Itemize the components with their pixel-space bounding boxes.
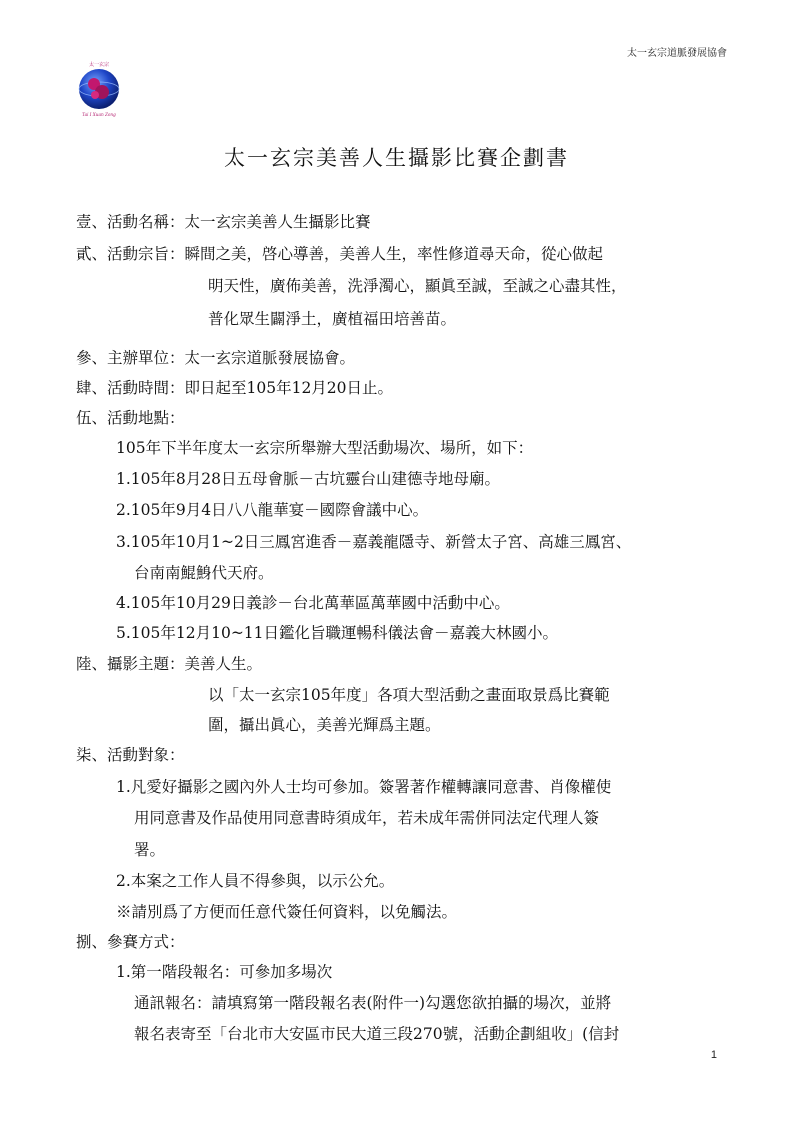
location-item-1: 1.105年8月28日五母會脈－古坑靈台山建德寺地母廟。: [116, 470, 500, 488]
method-item-1-desc: 通訊報名：請填寫第一階段報名表(附件一)勾選您欲拍攝的場次，並將: [134, 994, 612, 1012]
svg-text:太一玄宗: 太一玄宗: [88, 62, 110, 68]
section-3-organizer: 參、主辦單位：太一玄宗道脈發展協會。: [76, 349, 356, 367]
location-item-4: 4.105年10月29日義診－台北萬華區萬華國中活動中心。: [116, 594, 510, 612]
svg-text:Tai I Xuan Zong: Tai I Xuan Zong: [82, 112, 116, 117]
section-1-name: 壹、活動名稱：太一玄宗美善人生攝影比賽: [76, 213, 371, 231]
participants-item-2: 2.本案之工作人員不得參與，以示公允。: [116, 872, 395, 890]
section-7-participants: 柒、活動對象：: [76, 746, 185, 764]
method-item-1-desc-cont: 報名表寄至「台北市大安區市民大道三段270號，活動企劃組收」(信封: [134, 1025, 620, 1043]
participants-note: ※請別爲了方便而任意代簽任何資料，以免觸法。: [116, 903, 458, 921]
theme-desc-line-1: 以「太一玄宗105年度」各項大型活動之畫面取景爲比賽範: [208, 686, 610, 704]
participants-item-1-cont-2: 署。: [134, 841, 166, 859]
location-item-5: 5.105年12月10~11日鑑化旨職運暢科儀法會－嘉義大林國小。: [116, 624, 559, 642]
section-8-method: 捌、參賽方式：: [76, 933, 185, 951]
section-4-time: 肆、活動時間：即日起至105年12月20日止。: [76, 379, 394, 397]
section-5-location: 伍、活動地點：: [76, 409, 185, 427]
section-6-theme: 陸、攝影主題：美善人生。: [76, 655, 263, 673]
participants-item-1: 1.凡愛好攝影之國內外人士均可參加。簽署著作權轉讓同意書、肖像權使: [116, 778, 612, 796]
page-number: 1: [710, 1049, 717, 1061]
section-2-purpose-line-2: 明天性，廣佈美善，洗淨濁心，顯眞至誠，至誠之心盡其性，: [208, 277, 627, 295]
section-2-purpose: 貳、活動宗旨：瞬間之美，啓心導善，美善人生，率性修道尋天命，從心做起: [76, 245, 604, 263]
document-title: 太一玄宗美善人生攝影比賽企劃書: [224, 146, 569, 170]
theme-desc-line-2: 圍，攝出眞心，美善光輝爲主題。: [208, 716, 441, 734]
location-item-2: 2.105年9月4日八八龍華宴－國際會議中心。: [116, 501, 429, 519]
organization-logo: [72, 58, 126, 120]
header-org-name: 太一玄宗道脈發展協會: [627, 48, 727, 59]
section-2-purpose-line-3: 普化眾生闢淨土，廣植福田培善苗。: [208, 310, 457, 328]
location-item-3-cont: 台南南鯤鯓代天府。: [134, 564, 274, 582]
location-intro: 105年下半年度太一玄宗所舉辦大型活動場次、場所，如下：: [116, 439, 534, 457]
participants-item-1-cont: 用同意書及作品使用同意書時須成年，若未成年需併同法定代理人簽: [134, 809, 600, 827]
location-item-3: 3.105年10月1~2日三鳳宮進香－嘉義龍隱寺、新營太子宮、高雄三鳳宮、: [116, 533, 632, 551]
method-item-1: 1.第一階段報名：可參加多場次: [116, 963, 333, 981]
